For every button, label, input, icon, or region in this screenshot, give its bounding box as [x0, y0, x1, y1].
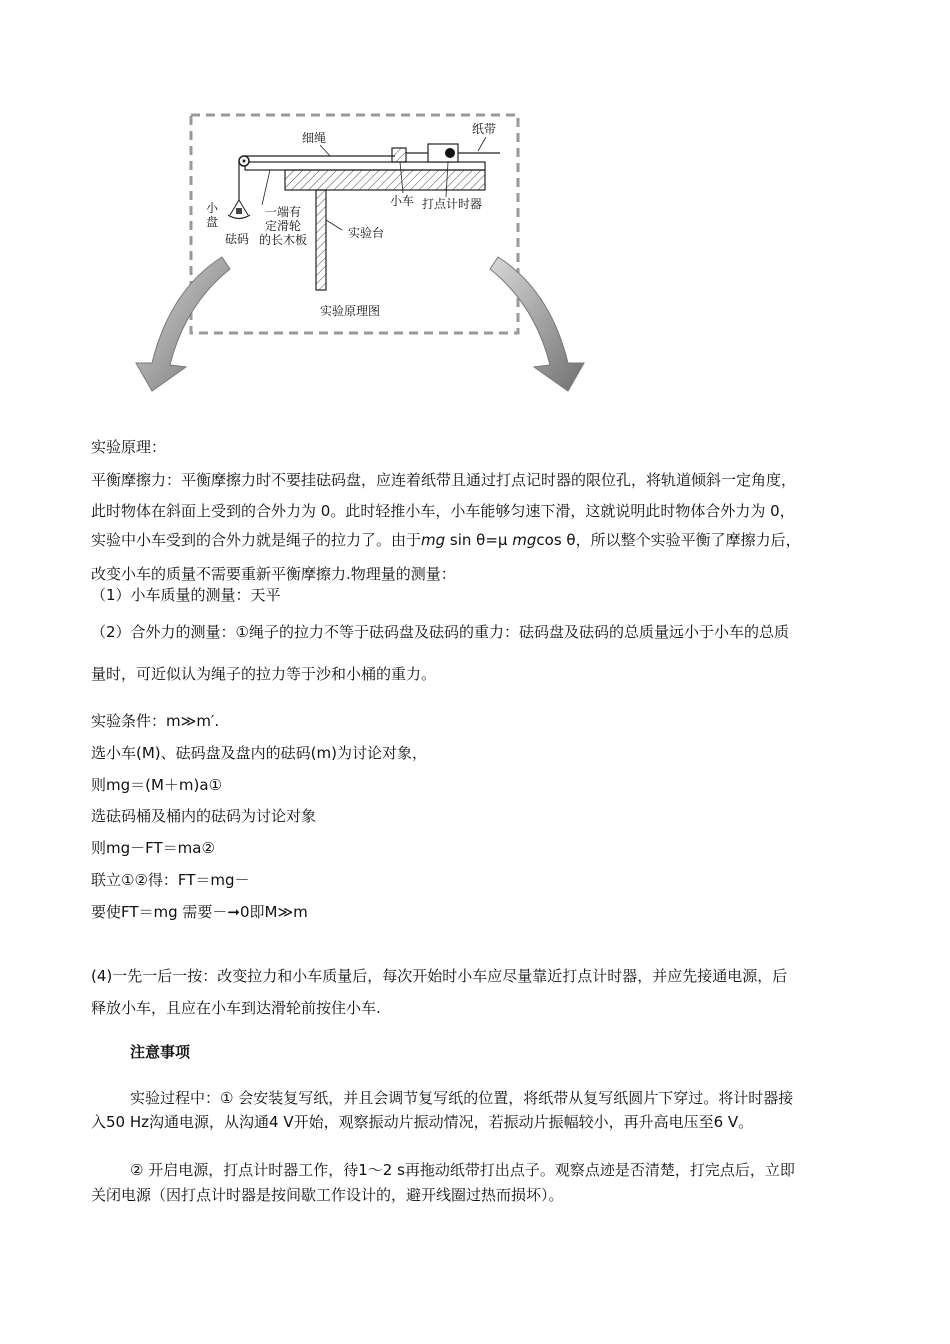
paragraph-line: 量时，可近似认为绳子的拉力等于沙和小桶的重力。 — [91, 665, 437, 683]
table-top — [285, 170, 485, 190]
equation-line: 要使FT＝mg 需要－➞0即M≫m — [91, 903, 308, 921]
heading-notes: 注意事项 — [130, 1043, 191, 1061]
paragraph-line: (4)一先一后一按：改变拉力和小车质量后，每次开始时小车应尽量靠近打点计时器，并应先接通电源，后 — [91, 967, 788, 985]
paragraph-line: 关闭电源（因打点计时器是按间歇工作设计的，避开线圈过热而损坏）。 — [91, 1186, 564, 1204]
paragraph-line: 选砝码桶及桶内的砝码为讨论对象 — [91, 807, 317, 825]
paragraph-line: 平衡摩擦力：平衡摩擦力时不要挂砝码盘，应连着纸带且通过打点记时器的限位孔，将轨道倾斜一定角度， — [91, 471, 797, 489]
figure-frame — [191, 115, 518, 333]
experiment-diagram — [130, 105, 600, 405]
long-board — [245, 162, 485, 170]
paragraph-line: （1）小车质量的测量：天平 — [91, 586, 281, 604]
paragraph-line: ② 开启电源，打点计时器工作，待1～2 s再拖动纸带打出点子。观察点迹是否清楚，打完点后，立即 — [130, 1161, 795, 1179]
paragraph-line: 改变小车的质量不需要重新平衡摩擦力.物理量的测量： — [91, 565, 456, 583]
label-board-1: 一端有 — [265, 205, 302, 219]
label-rope: 细绳 — [302, 131, 327, 145]
equation-line: 则mg－FT＝ma② — [91, 839, 215, 857]
paragraph-line: 实验中小车受到的合外力就是绳子的拉力了。由于mg sin θ=μ mgcos θ，所以整个实验平衡了摩擦力后， — [91, 531, 801, 549]
label-pan-small: 小 — [206, 201, 219, 215]
paragraph-line: 入50 Hz沟通电源，从沟通4 V开始，观察振动片振动情况，若振动片振幅较小，再升高电压至6 V。 — [91, 1113, 754, 1131]
paragraph-line: 释放小车，且应在小车到达滑轮前按住小车. — [91, 999, 381, 1017]
paragraph-line: （2）合外力的测量：①绳子的拉力不等于砝码盘及砝码的重力：砝码盘及砝码的总质量远小于小车的总质 — [91, 623, 789, 641]
equation-line: 则mg＝(M＋m)a① — [91, 776, 223, 794]
right-arrow — [490, 257, 584, 391]
table-leg — [316, 190, 326, 290]
heading-principle: 实验原理： — [91, 438, 167, 456]
figure-caption: 实验原理图 — [320, 304, 381, 318]
label-timer: 打点计时器 — [422, 197, 483, 211]
pan — [228, 215, 250, 219]
label-board-3: 的长木板 — [259, 233, 308, 247]
label-board-2: 定滑轮 — [265, 219, 302, 233]
left-arrow — [136, 257, 230, 391]
paragraph-line: 实验条件：m≫m′. — [91, 712, 220, 730]
paragraph-line: 选小车(M)、砝码盘及盘内的砝码(m)为讨论对象， — [91, 744, 427, 762]
cart — [392, 148, 406, 162]
label-cart: 小车 — [390, 194, 415, 208]
label-weight: 砝码 — [225, 232, 250, 246]
label-table: 实验台 — [348, 226, 385, 240]
label-pan-dish: 盘 — [206, 215, 219, 229]
label-tape: 纸带 — [472, 122, 497, 136]
paragraph-line: 实验过程中：① 会安装复写纸，并且会调节复写纸的位置，将纸带从复写纸圆片下穿过。将计时器接 — [130, 1089, 794, 1107]
equation-line: 联立①②得：FT＝mg－ — [91, 871, 250, 889]
paragraph-line: 此时物体在斜面上受到的合外力为 0。此时轻推小车，小车能够匀速下滑，这就说明此时物体合外力为 0， — [91, 502, 795, 520]
weight-block — [236, 208, 242, 214]
